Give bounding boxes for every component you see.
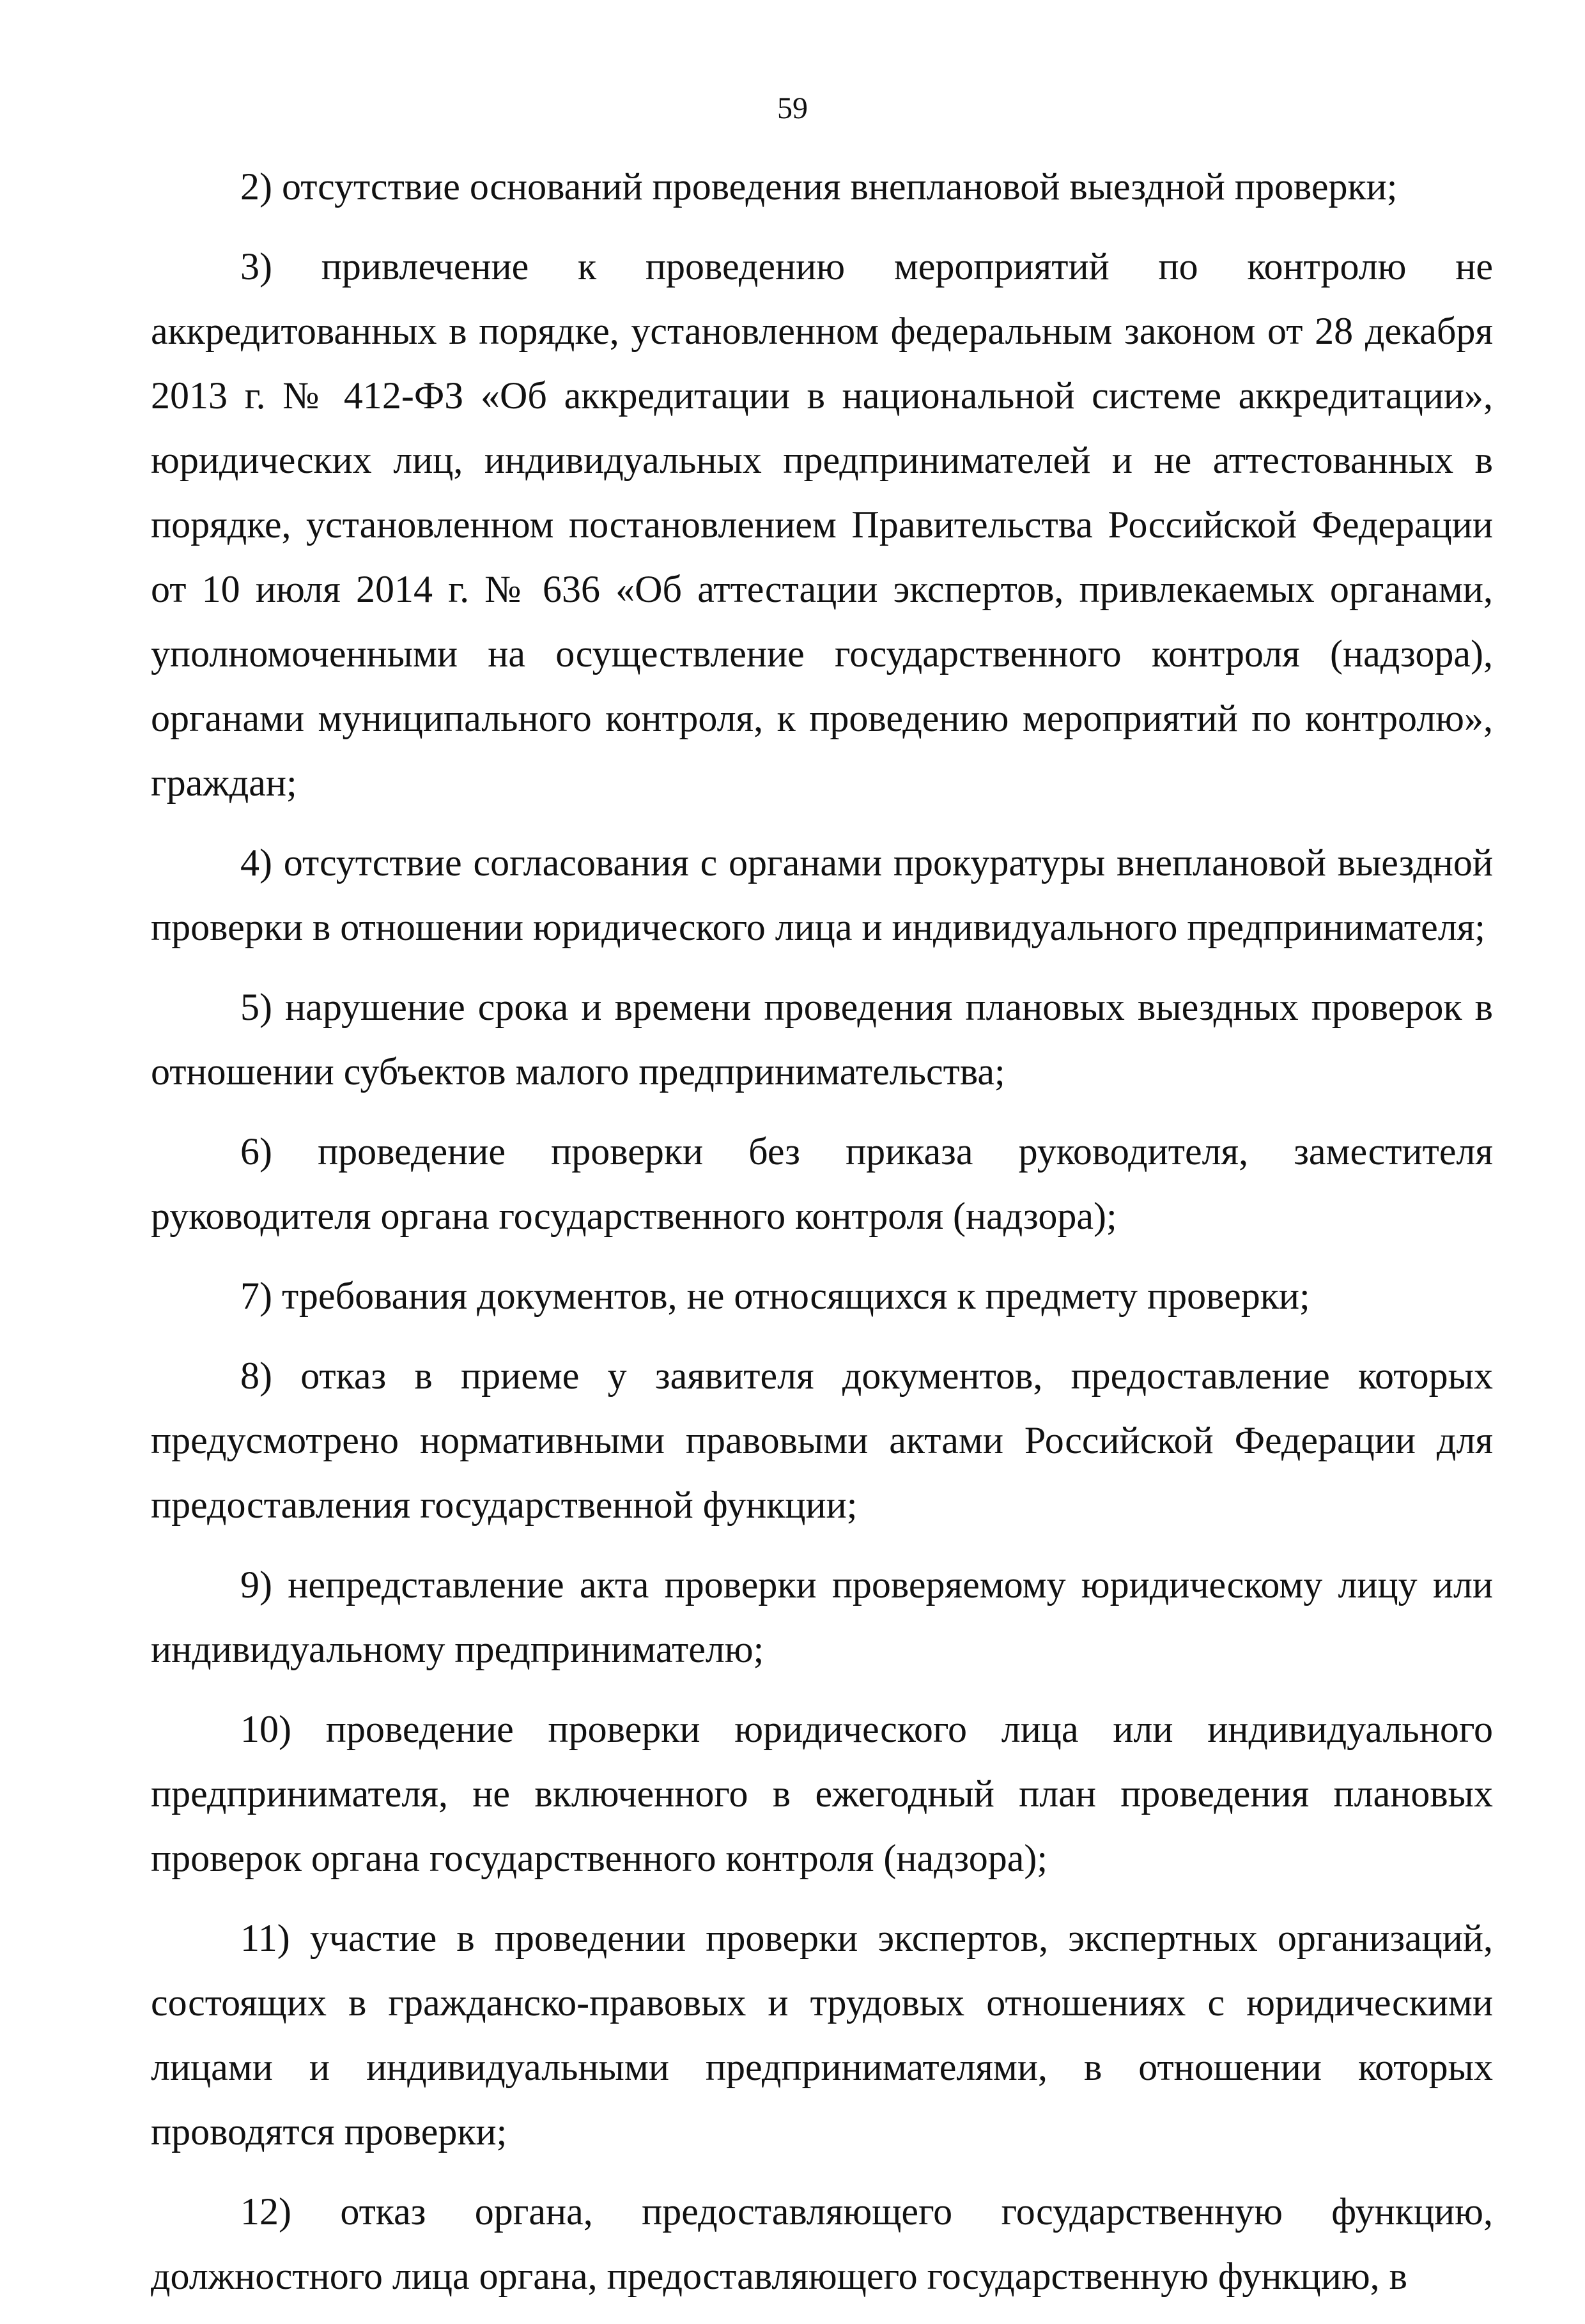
paragraph-item-11: 11) участие в проведении проверки экспертов, экспертных организаций, состоящих в гражданско-правовых и трудовых отношениях с юридическими лицами и индивидуальными предпринимателями, в отношении которых проводятся проверки; (151, 1917, 1493, 2153)
paragraph-item-4: 4) отсутствие согласования с органами прокуратуры внеплановой выездной проверки в отношении юридического лица и индивидуального предпринимателя; (151, 842, 1493, 948)
page-number: 59 (777, 91, 808, 125)
document-body (151, 155, 1493, 2324)
paragraph-item-8: 8) отказ в приеме у заявителя документов, предоставление которых предусмотрено нормативными правовыми актами Российской Федерации для предоставления государственной функции; (151, 1355, 1493, 1526)
paragraph-item-3: 3) привлечение к проведению мероприятий по контролю не аккредитованных в порядке, установленном федеральным законом от 28 декабря 2013 г. № 412-ФЗ «Об аккредитации в национальной системе аккредитации», юридических лиц, индивидуальных предпринимателей и не аттестованных в порядке, установленном постановлением Правительства Российской Федерации от 10 июля 2014 г. № 636 «Об аттестации экспертов, привлекаемых органами, уполномоченными на осуществление государственного контроля (надзора), органами муниципального контроля, к проведению мероприятий по контролю», граждан; (151, 245, 1493, 804)
paragraph-item-6: 6) проведение проверки без приказа руководителя, заместителя руководителя органа государственного контроля (надзора); (151, 1130, 1493, 1237)
paragraph-item-7: 7) требования документов, не относящихся к предмету проверки; (240, 1275, 1310, 1317)
paragraph-item-12: 12) отказ органа, предоставляющего государственную функцию, должностного лица органа, предоставляющего государственную функцию, в (151, 2190, 1493, 2297)
paragraph-item-5: 5) нарушение срока и времени проведения плановых выездных проверок в отношении субъектов малого предпринимательства; (151, 986, 1493, 1093)
paragraph-item-2: 2) отсутствие оснований проведения внеплановой выездной проверки; (240, 165, 1398, 208)
paragraph-item-10: 10) проведение проверки юридического лица или индивидуального предпринимателя, не включенного в ежегодный план проведения плановых проверок органа государственного контроля (надзора); (151, 1708, 1493, 1879)
paragraph-item-9: 9) непредставление акта проверки проверяемому юридическому лицу или индивидуальному предпринимателю; (151, 1564, 1493, 1670)
